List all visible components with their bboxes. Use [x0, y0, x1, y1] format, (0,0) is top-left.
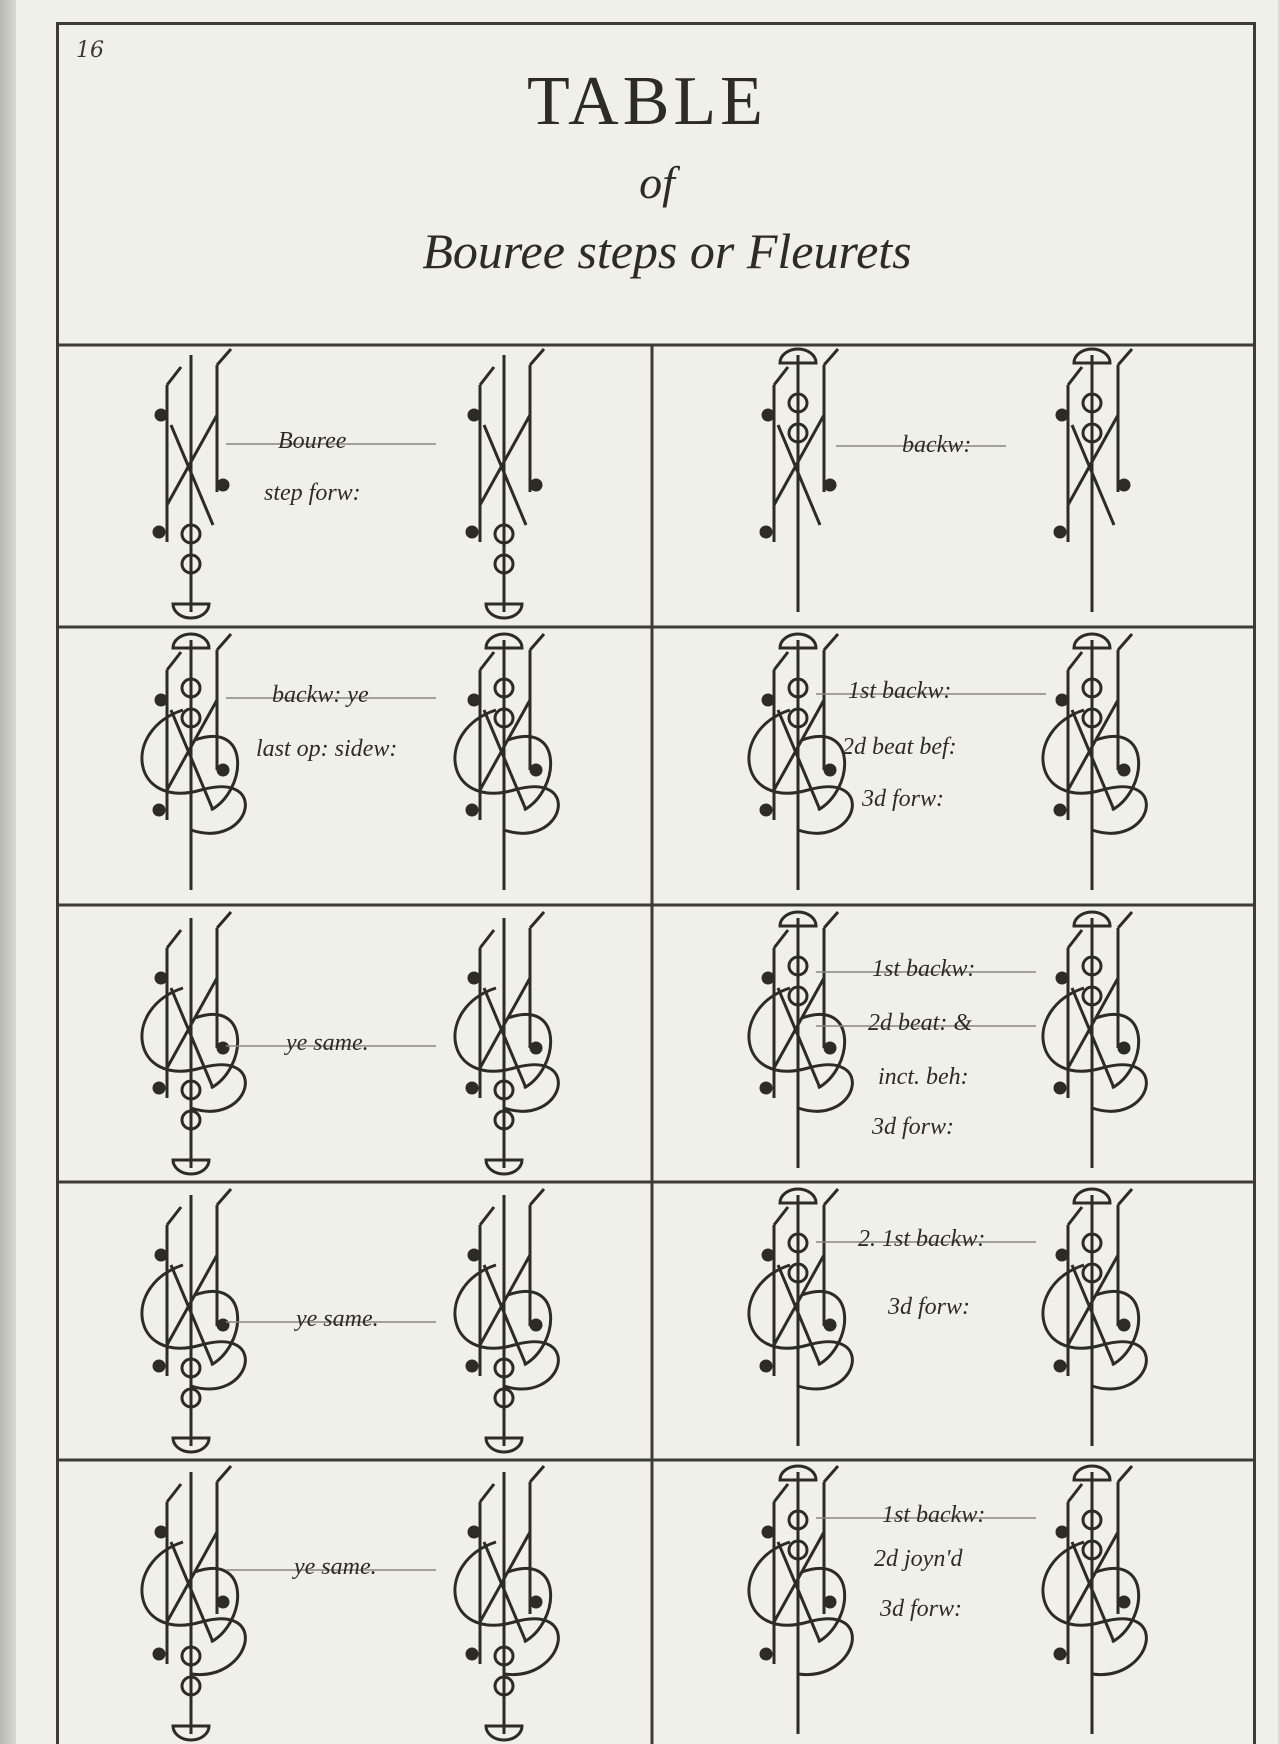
- r4-left-label-1: ye same.: [296, 1306, 379, 1332]
- r3-right-label-3: inct. beh:: [878, 1064, 969, 1090]
- notation-figure-14: [749, 1189, 852, 1446]
- r1-left-label-1: Bouree: [278, 428, 347, 454]
- r2-left-label-2: last op: sidew:: [256, 736, 398, 762]
- notation-figure-19: [1043, 1466, 1146, 1734]
- r3-right-label-1: 1st backw:: [872, 956, 976, 982]
- book-binding-shadow: [0, 0, 16, 1744]
- notation-figure-18: [749, 1466, 852, 1734]
- notation-figure-4: [142, 634, 245, 890]
- table-grid-and-notation: [16, 0, 1278, 1744]
- page-number: 16: [76, 38, 104, 63]
- notation-figure-8: [142, 912, 245, 1174]
- r3-right-label-2: 2d beat: &: [868, 1010, 972, 1036]
- notation-figure-10: [749, 912, 852, 1168]
- book-page: [16, 0, 1278, 1744]
- r3-left-label-1: ye same.: [286, 1030, 369, 1056]
- r1-right-label-1: backw:: [902, 432, 972, 458]
- table-subtitle: Bouree steps or Fleurets: [422, 223, 912, 279]
- notation-figure-11: [1043, 912, 1146, 1168]
- notation-figure-3: [1055, 349, 1132, 612]
- notation-figure-0: [154, 349, 231, 618]
- r4-right-label-1: 2. 1st backw:: [858, 1226, 986, 1252]
- r2-right-label-2: 2d beat bef:: [842, 734, 957, 760]
- r4-right-label-2: 3d forw:: [888, 1294, 971, 1320]
- notation-figure-15: [1043, 1189, 1146, 1446]
- notation-figure-17: [455, 1466, 558, 1740]
- r2-left-label-1: backw: ye: [272, 682, 369, 708]
- notation-figure-1: [467, 349, 544, 618]
- notation-figure-16: [142, 1466, 245, 1740]
- r1-left-label-2: step forw:: [264, 480, 361, 506]
- notation-figure-2: [761, 349, 838, 612]
- title-connector: of: [639, 157, 675, 208]
- notation-figure-9: [455, 912, 558, 1174]
- r5-left-label-1: ye same.: [294, 1554, 377, 1580]
- label-leader-lines: [226, 444, 1046, 1570]
- r2-right-label-1: 1st backw:: [848, 678, 952, 704]
- notation-figure-6: [749, 634, 852, 890]
- r5-right-label-3: 3d forw:: [880, 1596, 963, 1622]
- r5-right-label-1: 1st backw:: [882, 1502, 986, 1528]
- notation-figure-7: [1043, 634, 1146, 890]
- r5-right-label-2: 2d joyn'd: [874, 1546, 963, 1572]
- notation-figure-12: [142, 1189, 245, 1452]
- r2-right-label-3: 3d forw:: [862, 786, 945, 812]
- notation-figure-5: [455, 634, 558, 890]
- r3-right-label-4: 3d forw:: [872, 1114, 955, 1140]
- notation-figure-13: [455, 1189, 558, 1452]
- table-title: TABLE: [527, 63, 767, 140]
